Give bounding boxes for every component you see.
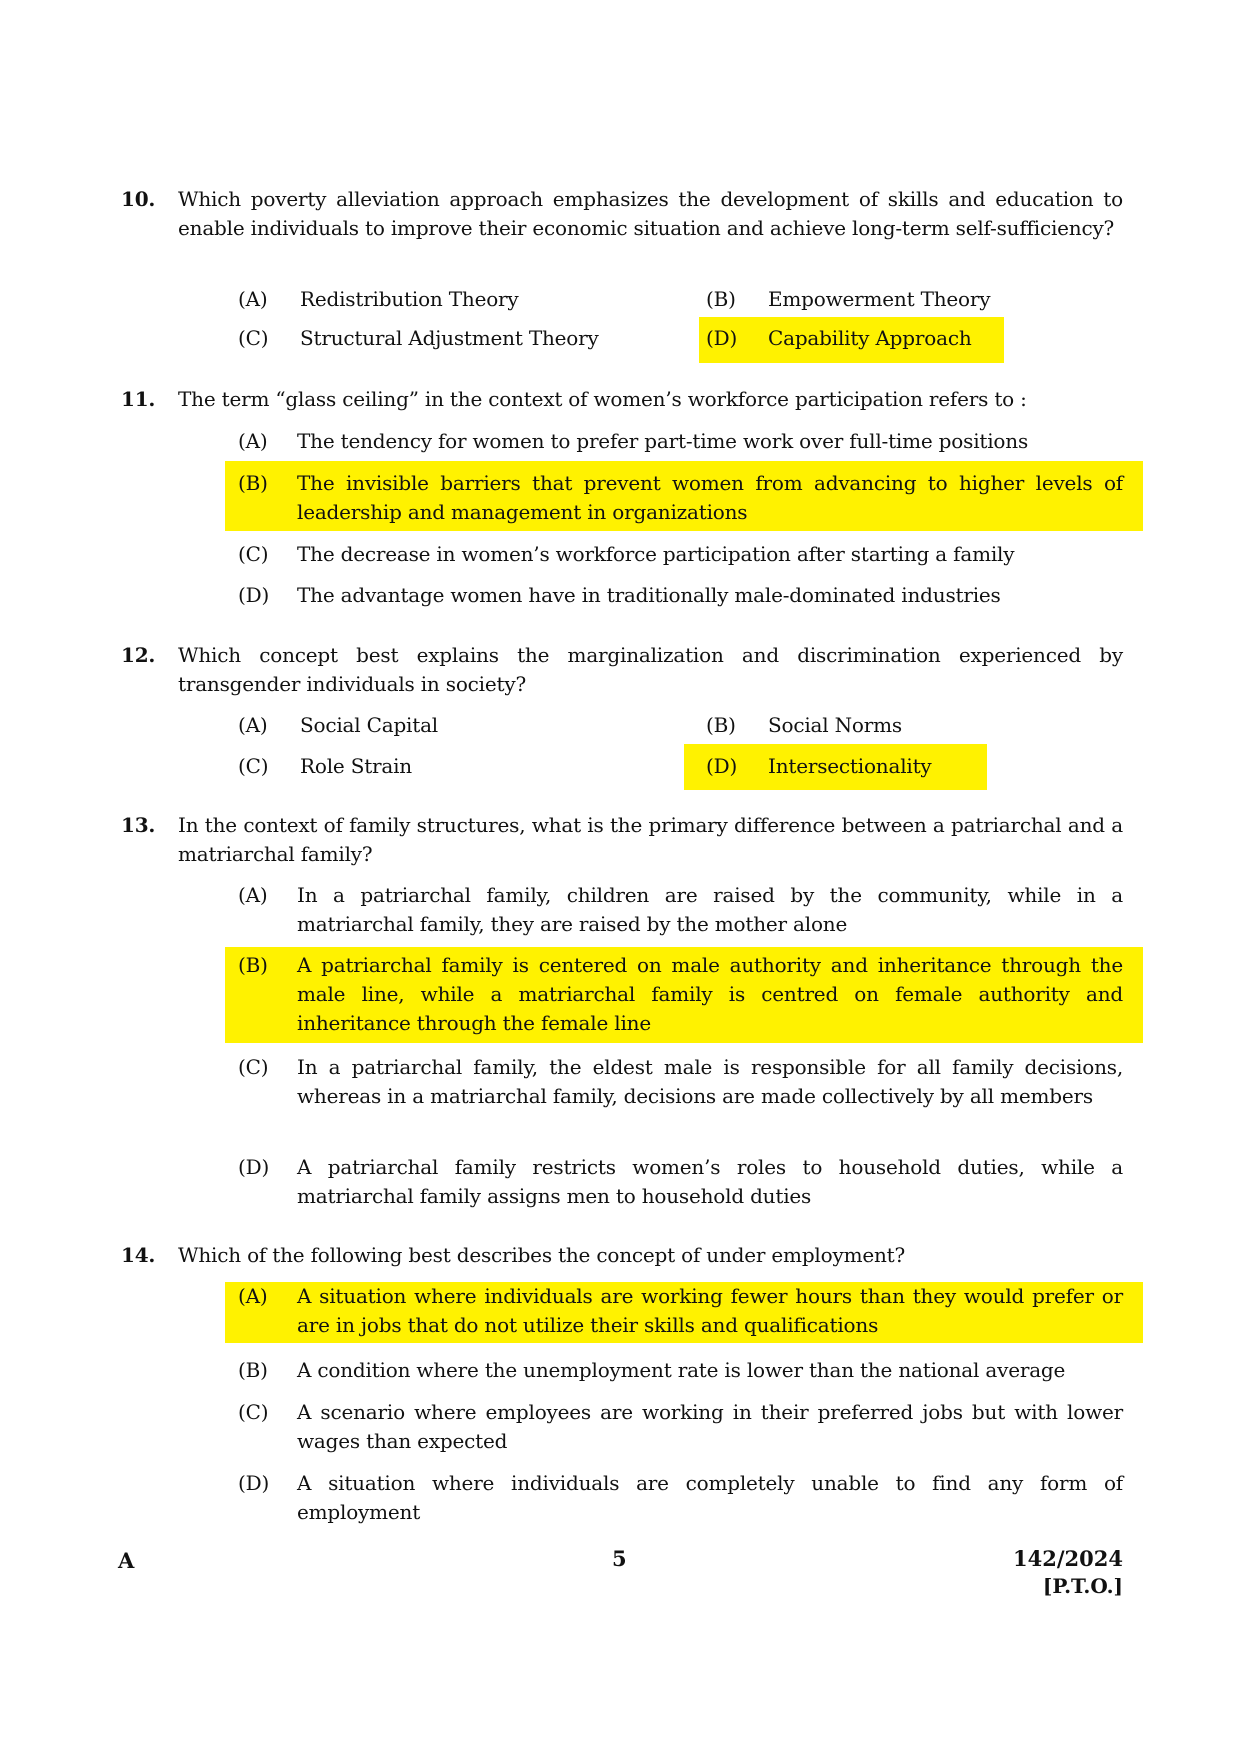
option-text: Role Strain bbox=[300, 754, 412, 778]
option-label: (B) bbox=[238, 1358, 268, 1382]
option-label: (D) bbox=[238, 1471, 270, 1495]
option-text: A situation where individuals are completely unable to find any form of employment bbox=[297, 1471, 1123, 1524]
option-label: (C) bbox=[238, 542, 269, 566]
question-10 bbox=[121, 185, 1123, 275]
option-text: Intersectionality bbox=[768, 754, 932, 778]
question-13 bbox=[121, 811, 1123, 871]
option-text: Structural Adjustment Theory bbox=[300, 326, 599, 350]
question-11 bbox=[121, 385, 1123, 415]
option-text: The decrease in women’s workforce participation after starting a family bbox=[297, 542, 1015, 566]
option-text: A situation where individuals are working fewer hours than they would prefer or are in jobs that do not utilize their skills and qualifications bbox=[297, 1284, 1123, 1337]
option-text: A scenario where employees are working in their preferred jobs but with lower wages than expected bbox=[297, 1400, 1123, 1453]
footer-series: A bbox=[118, 1548, 135, 1573]
option-text: The advantage women have in traditionally male-dominated industries bbox=[297, 583, 1001, 607]
question-number: 14. bbox=[121, 1243, 156, 1267]
question-text: Which concept best explains the marginalization and discrimination experienced by transgender individuals in society? bbox=[178, 643, 1123, 696]
option-text: A condition where the unemployment rate is lower than the national average bbox=[297, 1358, 1066, 1382]
option-label: (B) bbox=[706, 287, 736, 311]
option-label: (A) bbox=[238, 713, 268, 737]
footer-code: 142/2024 bbox=[1013, 1546, 1123, 1571]
option-text: The invisible barriers that prevent women from advancing to higher levels of leadership and management in organizations bbox=[297, 471, 1123, 524]
option-label: (B) bbox=[706, 713, 736, 737]
option-label: (A) bbox=[238, 287, 268, 311]
option-text: In a patriarchal family, the eldest male is responsible for all family decisions, whereas in a matriarchal family, decisions are made collectively by all members bbox=[297, 1055, 1123, 1108]
option-label: (A) bbox=[238, 429, 268, 453]
question-text: Which poverty alleviation approach emphasizes the development of skills and education to enable individuals to improve their economic situation and achieve long-term self-sufficiency? bbox=[178, 187, 1123, 240]
question-12 bbox=[121, 641, 1123, 701]
option-text: A patriarchal family is centered on male authority and inheritance through the male line, while a matriarchal family is centred on female authority and inheritance through the female line bbox=[297, 953, 1123, 1035]
question-text: Which of the following best describes the concept of under employment? bbox=[178, 1243, 906, 1267]
question-14 bbox=[121, 1241, 1123, 1271]
option-label: (D) bbox=[706, 754, 738, 778]
option-label: (C) bbox=[238, 1400, 269, 1424]
option-label: (A) bbox=[238, 883, 268, 907]
option-text: Capability Approach bbox=[768, 326, 972, 350]
option-label: (C) bbox=[238, 326, 269, 350]
option-text: Empowerment Theory bbox=[768, 287, 991, 311]
question-number: 10. bbox=[121, 187, 156, 211]
question-number: 11. bbox=[121, 387, 156, 411]
option-label: (B) bbox=[238, 953, 268, 977]
option-text: In a patriarchal family, children are raised by the community, while in a matriarchal family, they are raised by the mother alone bbox=[297, 883, 1123, 936]
option-text: A patriarchal family restricts women’s roles to household duties, while a matriarchal family assigns men to household duties bbox=[297, 1155, 1123, 1208]
option-text: Social Norms bbox=[768, 713, 902, 737]
question-number: 13. bbox=[121, 813, 156, 837]
option-text: The tendency for women to prefer part-time work over full-time positions bbox=[297, 429, 1029, 453]
footer-page-number: 5 bbox=[612, 1546, 627, 1571]
option-label: (C) bbox=[238, 1055, 269, 1079]
option-text: Social Capital bbox=[300, 713, 439, 737]
option-label: (D) bbox=[706, 326, 738, 350]
question-number: 12. bbox=[121, 643, 156, 667]
option-label: (D) bbox=[238, 1155, 270, 1179]
option-label: (B) bbox=[238, 471, 268, 495]
option-label: (A) bbox=[238, 1284, 268, 1308]
question-text: In the context of family structures, what is the primary difference between a patriarchal and a matriarchal family? bbox=[178, 813, 1123, 866]
option-label: (C) bbox=[238, 754, 269, 778]
question-text: The term “glass ceiling” in the context of women’s workforce participation refers to : bbox=[178, 387, 1027, 411]
option-label: (D) bbox=[238, 583, 270, 607]
footer-pto: [P.T.O.] bbox=[1042, 1574, 1123, 1598]
option-text: Redistribution Theory bbox=[300, 287, 519, 311]
